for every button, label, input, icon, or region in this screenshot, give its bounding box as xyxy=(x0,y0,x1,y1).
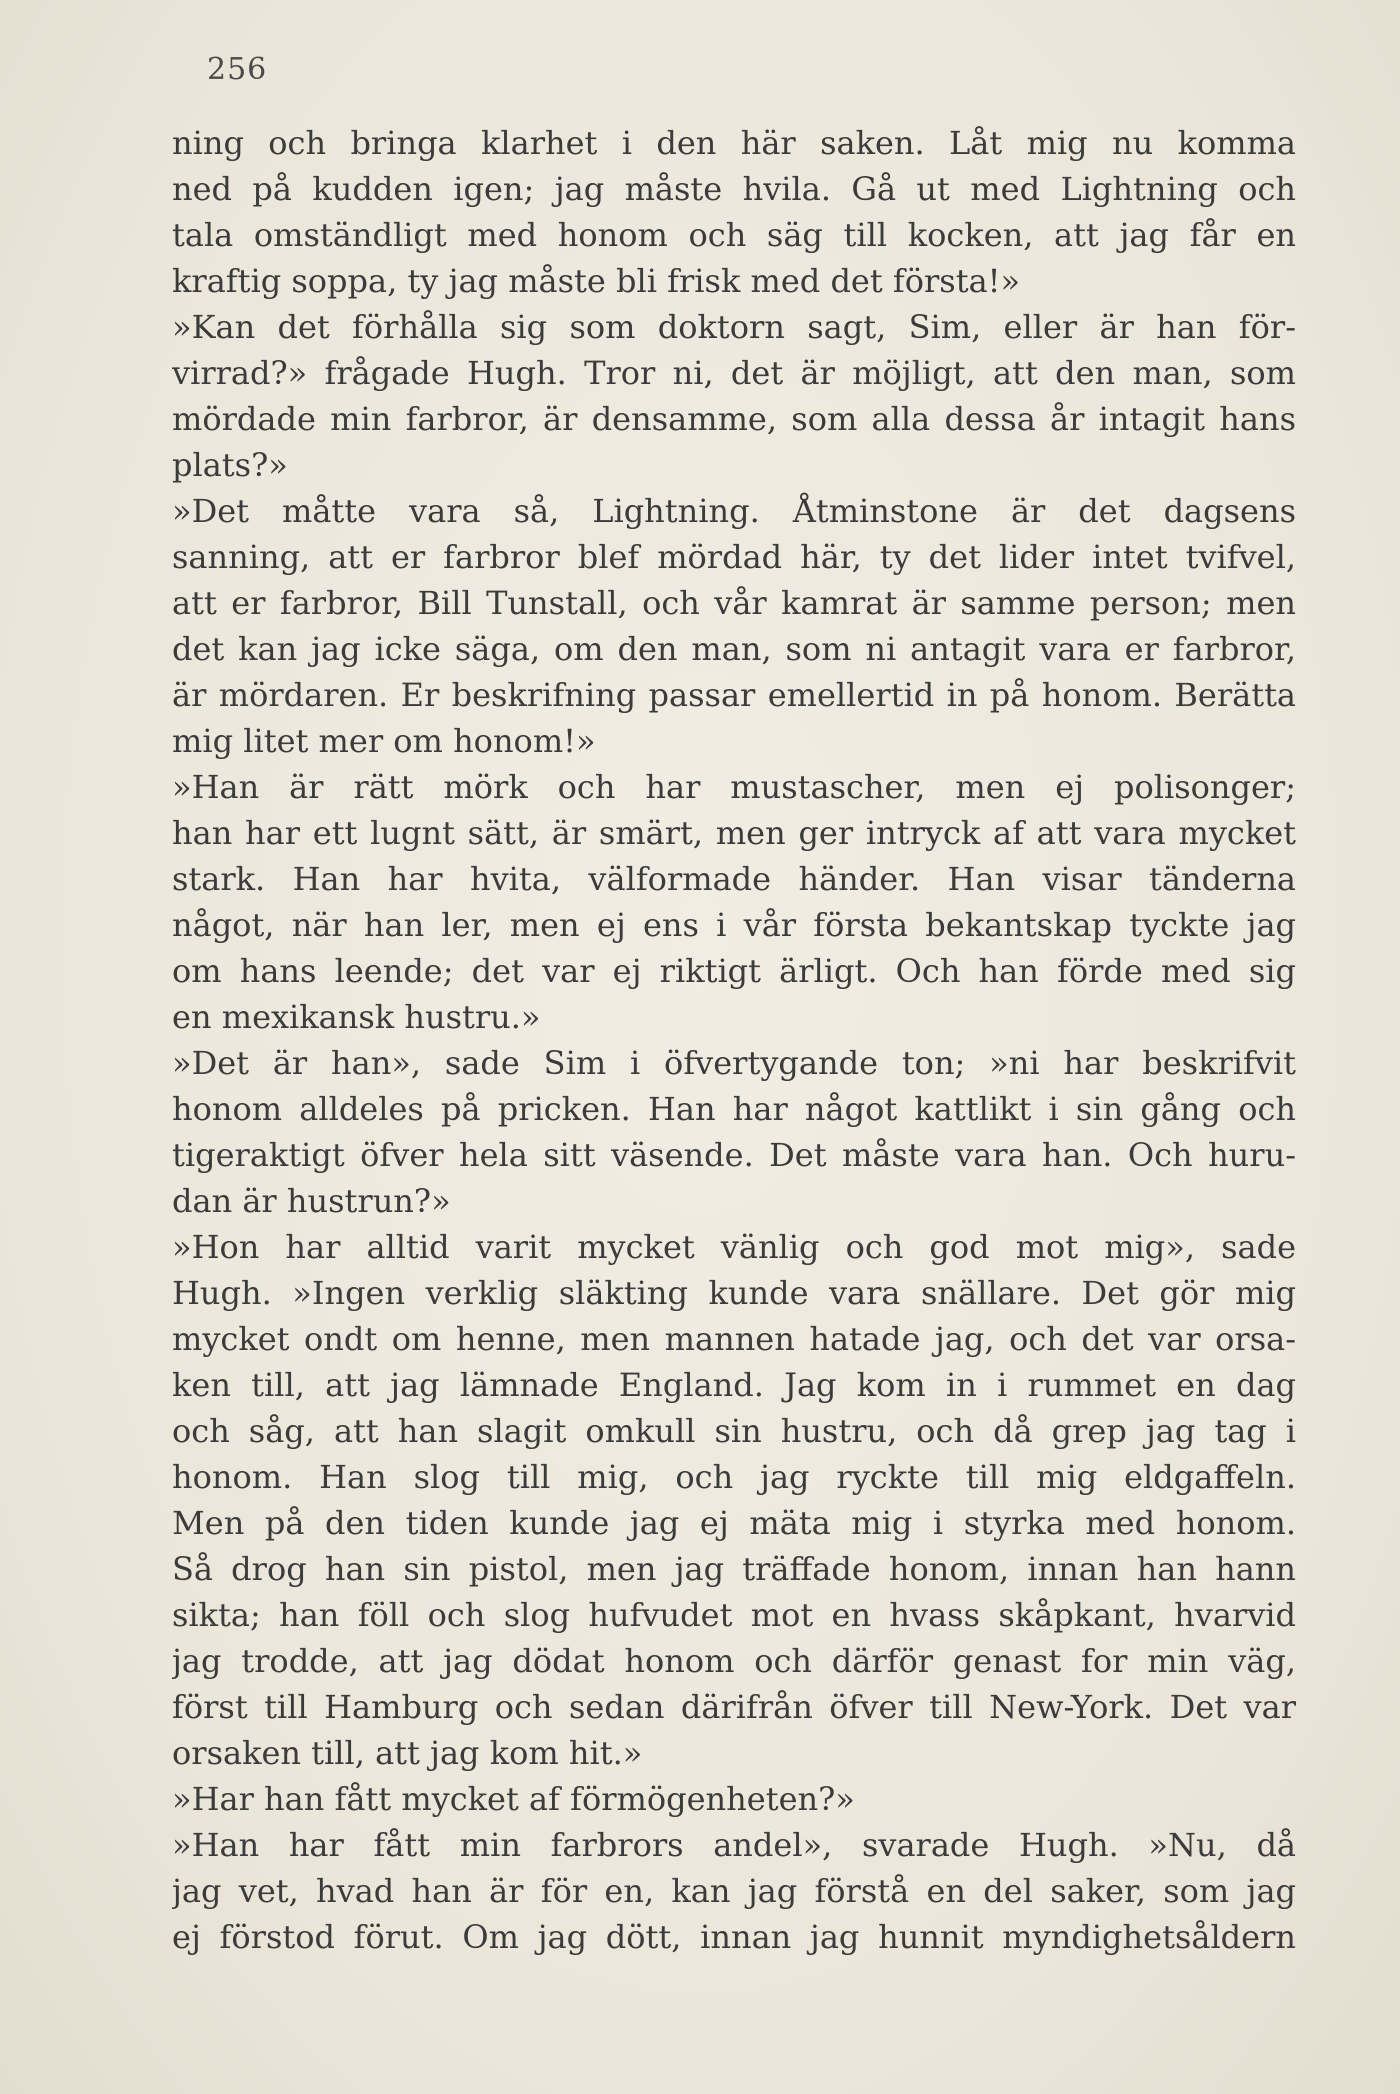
text-line: något, när han ler, men ej ens i vår första bekantskap tyckte jag xyxy=(172,906,1296,944)
text-line: Hugh. »Ingen verklig släkting kunde vara snällare. Det gör mig xyxy=(172,1274,1296,1312)
text-line: honom. Han slog till mig, och jag ryckte till mig eldgaffeln. xyxy=(172,1458,1296,1496)
text-line: ning och bringa klarhet i den här saken. Låt mig nu komma xyxy=(172,124,1296,162)
text-line: ken till, att jag lämnade England. Jag kom in i rummet en dag xyxy=(172,1366,1296,1404)
text-line: virrad?» frågade Hugh. Tror ni, det är möjligt, att den man, som xyxy=(172,354,1296,392)
text-line: plats?» xyxy=(172,446,288,484)
text-line: tigeraktigt öfver hela sitt väsende. Det måste vara han. Och huru- xyxy=(172,1136,1296,1174)
text-line: mycket ondt om henne, men mannen hatade jag, och det var orsa- xyxy=(172,1320,1296,1358)
text-line: mig litet mer om honom!» xyxy=(172,722,596,760)
text-line: att er farbror, Bill Tunstall, och vår kamrat är samme person; men xyxy=(172,584,1296,622)
text-line: »Det måtte vara så, Lightning. Åtminstone är det dagsens xyxy=(172,492,1296,530)
text-line: det kan jag icke säga, om den man, som ni antagit vara er farbror, xyxy=(172,630,1296,668)
text-line: en mexikansk hustru.» xyxy=(172,998,541,1036)
text-line: jag trodde, att jag dödat honom och därför genast for min väg, xyxy=(172,1642,1296,1680)
text-line: »Han är rätt mörk och har mustascher, men ej polisonger; xyxy=(172,768,1296,806)
text-line: är mördaren. Er beskrifning passar emellertid in på honom. Berätta xyxy=(172,676,1296,714)
text-line: stark. Han har hvita, välformade händer. Han visar tänderna xyxy=(172,860,1296,898)
text-line: ned på kudden igen; jag måste hvila. Gå ut med Lightning och xyxy=(172,170,1296,208)
text-line: jag vet, hvad han är för en, kan jag förstå en del saker, som jag xyxy=(172,1872,1296,1910)
text-line: tala omständligt med honom och säg till kocken, att jag får en xyxy=(172,216,1296,254)
text-line: »Hon har alltid varit mycket vänlig och god mot mig», sade xyxy=(172,1228,1296,1266)
text-line: honom alldeles på pricken. Han har något kattlikt i sin gång och xyxy=(172,1090,1296,1128)
text-line: om hans leende; det var ej riktigt ärligt. Och han förde med sig xyxy=(172,952,1296,990)
text-line: »Han har fått min farbrors andel», svarade Hugh. »Nu, då xyxy=(172,1826,1296,1864)
text-line: Så drog han sin pistol, men jag träffade honom, innan han hann xyxy=(172,1550,1296,1588)
text-line: sikta; han föll och slog hufvudet mot en hvass skåpkant, hvarvid xyxy=(172,1596,1296,1634)
text-line: »Det är han», sade Sim i öfvertygande ton; »ni har beskrifvit xyxy=(172,1044,1296,1082)
text-line: Men på den tiden kunde jag ej mäta mig i styrka med honom. xyxy=(172,1504,1296,1542)
page-text xyxy=(172,120,1296,1960)
text-line: mördade min farbror, är densamme, som alla dessa år intagit hans xyxy=(172,400,1296,438)
page-number: 256 xyxy=(207,52,268,87)
text-line: kraftig soppa, ty jag måste bli frisk med det första!» xyxy=(172,262,1021,300)
text-line: först till Hamburg och sedan därifrån öfver till New-York. Det var xyxy=(172,1688,1296,1726)
text-line: orsaken till, att jag kom hit.» xyxy=(172,1734,643,1772)
text-line: han har ett lugnt sätt, är smärt, men ger intryck af att vara mycket xyxy=(172,814,1296,852)
text-line: och såg, att han slagit omkull sin hustru, och då grep jag tag i xyxy=(172,1412,1296,1450)
text-line: ej förstod förut. Om jag dött, innan jag hunnit myndighetsåldern xyxy=(172,1918,1296,1956)
text-line: »Har han fått mycket af förmögenheten?» xyxy=(172,1780,855,1818)
text-line: sanning, att er farbror blef mördad här, ty det lider intet tvifvel, xyxy=(172,538,1296,576)
text-line: dan är hustrun?» xyxy=(172,1182,451,1220)
text-line: »Kan det förhålla sig som doktorn sagt, Sim, eller är han för- xyxy=(172,308,1296,346)
